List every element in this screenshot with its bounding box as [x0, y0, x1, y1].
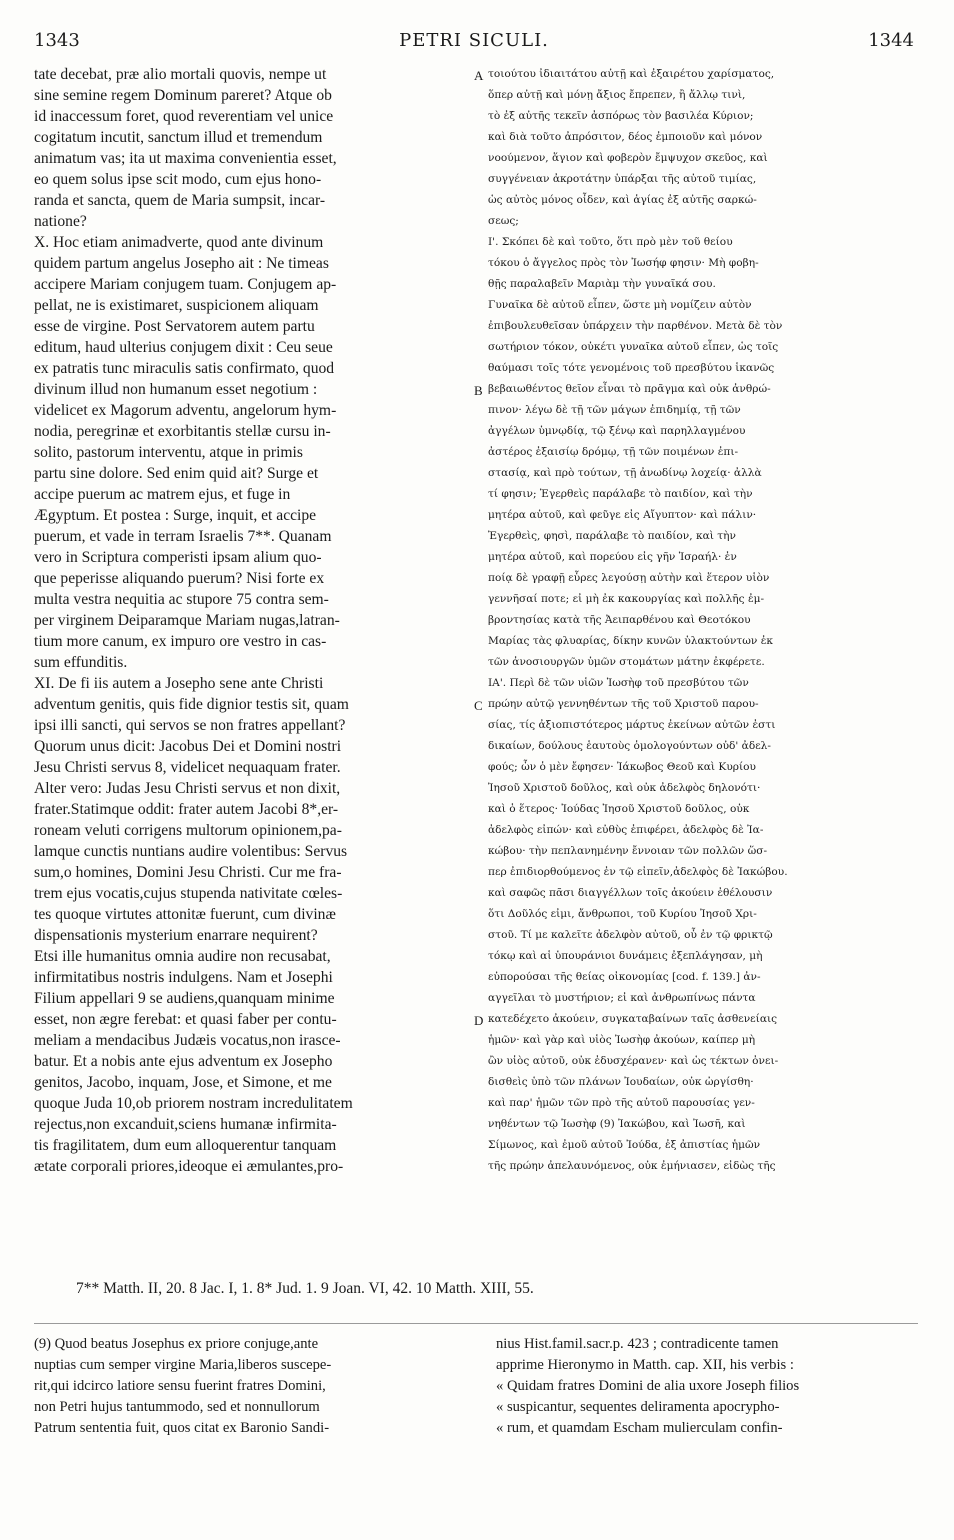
latin-text-line: tate decebat, præ alio mortali quovis, nempe ut — [34, 66, 327, 83]
latin-text-line: tis fragilitatem, dum eum alloquerentur tanquam — [34, 1137, 337, 1154]
footnote-right-column — [496, 1334, 918, 1439]
greek-text-line: ἀστέρος ἐξαισίῳ δρόμῳ, τῇ τῶν ποιμένων ἐπι- — [488, 446, 739, 458]
greek-text-line: καὶ ὁ ἕτερος· Ἰούδας Ἰησοῦ Χριστοῦ δοῦλος, οὐκ — [488, 803, 750, 815]
greek-text-line: ἐπιβουλευθεῖσαν ὑπάρχειν τὴν παρθένον. Μετὰ δὲ τὸν — [488, 320, 783, 332]
latin-text-line: genitos, Jacobo, inquam, Jose, et Simone, et me — [34, 1074, 332, 1091]
greek-text-line: σεως; — [488, 215, 519, 227]
latin-text-line: sum effunditis. — [34, 654, 128, 671]
greek-text-line: ὅπερ αὐτῇ καὶ μόνῃ ἄξιος ἔπρεπεν, ἢ ἄλλῳ τινὶ, — [488, 89, 746, 101]
greek-text-line: πινον· λέγω δὲ τῇ τῶν μάγων ἐπιδημίᾳ, τῇ τῶν — [488, 404, 741, 416]
latin-text-line: Jesu Christi servus 8, videlicet nequaquam frater. — [34, 759, 341, 776]
greek-text-line: καὶ διὰ τοῦτο ἀπρόσιτον, δέος ἐμποιοῦν καὶ μόνον — [488, 131, 763, 143]
latin-text-line: sum,o homines, Domini Jesu Christi. Cur me fra- — [34, 864, 342, 881]
footnote-left-column — [34, 1334, 466, 1439]
latin-text-line: natione? — [34, 213, 87, 230]
latin-text-line: accipere Mariam conjugem tuam. Conjugem ap- — [34, 276, 337, 293]
footnote-line: « rum, et quamdam Escham mulierculam confin- — [496, 1420, 783, 1436]
greek-text-line: τὸ ἐξ αὐτῆς τεκεῖν ἀσπόρως τὸν βασιλέα Κύριον; — [488, 110, 754, 122]
greek-text-line: τῆς πρώην ἀπελαυνόμενος, οὐκ ἐμήνιασεν, εἰδὼς τῆς — [488, 1160, 776, 1172]
greek-text-line: Ἰησοῦ Χριστοῦ δοῦλος, καὶ οὐκ ἀδελφὸς δηλονότι· — [488, 782, 761, 794]
footnote-line: apprime Hieronymo in Matth. cap. XII, his verbis : — [496, 1357, 794, 1373]
scripture-references: 7** Matth. II, 20. 8 Jac. I, 1. 8* Jud. 1. 9 Joan. VI, 42. 10 Matth. XIII, 55. — [76, 1280, 534, 1297]
greek-text-line: ἀδελφὸς εἰπών· καὶ εὐθὺς ἐπιφέρει, ἀδελφὸς δὲ Ἰα- — [488, 824, 764, 836]
latin-text-line: rejectus,non excanduit,sciens humanæ infirmita- — [34, 1116, 337, 1133]
latin-text-line: quoque Juda 10,ob priorem nostram incredulitatem — [34, 1095, 353, 1112]
latin-text-line: per virginem Deiparamque Mariam nugas,latran- — [34, 612, 340, 629]
latin-text-line: quidem partum angelus Josepho ait : Ne timeas — [34, 255, 329, 272]
latin-text-line: nodia, peregrinæ et exorbitantis stellæ cursu in- — [34, 423, 331, 440]
greek-text-line: ποίᾳ δὲ γραφῇ εὗρες λεγούσῃ αὐτὴν καὶ ἕτερον υἱὸν — [488, 572, 770, 584]
footnote-line: Patrum sententia fuit, quos citat ex Baronio Sandi- — [34, 1420, 330, 1436]
greek-text-line: πρώην αὐτῷ γεννηθέντων τῆς τοῦ Χριστοῦ παρου- — [488, 698, 759, 710]
latin-text-line: Quorum unus dicit: Jacobus Dei et Domini nostri — [34, 738, 342, 755]
latin-text-line: divinum illud non humanum esset negotium : — [34, 381, 318, 398]
greek-text-line: Ι'. Σκόπει δὲ καὶ τοῦτο, ὅτι πρὸ μὲν τοῦ θείου — [488, 236, 733, 248]
latin-column — [34, 64, 472, 1177]
latin-text-line: editum, haud ulterius conjugem dixit : Ceu seue — [34, 339, 333, 356]
greek-text-line: δικαίων, δούλους ἑαυτοὺς ὁμολογούντων οὐδ' ἀδελ- — [488, 740, 771, 752]
right-page-number: 1344 — [868, 30, 914, 51]
footnote-line: nius Hist.famil.sacr.p. 423 ; contradicente tamen — [496, 1336, 779, 1352]
latin-text-line: Ægyptum. Et postea : Surge, inquit, et accipe — [34, 507, 317, 524]
latin-text-line: lamque cunctis nuntians audire volentibus: Servus — [34, 843, 348, 860]
latin-text-line: adventum genitis, quis fide dignior testis sit, quam — [34, 696, 349, 713]
greek-text-line: κατεδέχετο ἀκούειν, συγκαταβαίνων ταῖς ἀσθενείαις — [488, 1013, 778, 1025]
greek-text-line: ἀγγέλων ὑμνῳδίᾳ, τῷ ξένῳ καὶ παρηλλαγμένου — [488, 425, 746, 437]
greek-text-line: σωτήριον τόκον, οὐκέτι γυναῖκα αὐτοῦ εἶπεν, ὡς τοῖς — [488, 341, 779, 353]
latin-text-line: videlicet ex Magorum adventu, angelorum hym- — [34, 402, 337, 419]
latin-text-line: ex patratis tunc miraculis satis confirmato, quod — [34, 360, 335, 377]
greek-text-line: ὢν υἱὸς αὐτοῦ, οὐκ ἐδυσχέρανεν· καὶ ὡς τέκτων ὀνει- — [488, 1055, 779, 1067]
greek-text-line: τί φησιν; Ἐγερθεὶς παράλαβε τὸ παιδίον, καὶ τὴν — [488, 488, 753, 500]
greek-text-line: ΙΑ'. Περὶ δὲ τῶν υἱῶν Ἰωσὴφ τοῦ πρεσβύτου τῶν — [488, 677, 749, 689]
latin-text-line: eo quem solus ipse scit modo, cum ejus hono- — [34, 171, 322, 188]
greek-text-line: αγγεῖλαι τὸ μυστήριον; εἰ καὶ ἀνθρωπίνως πάντα — [488, 992, 756, 1004]
latin-text-line: id inaccessum foret, quod reverentiam vel unice — [34, 108, 334, 125]
latin-text-line: roneam veluti corrigens multorum opinionem,pa- — [34, 822, 342, 839]
latin-text-line: tes quoque virtutes attonitæ fuerunt, cum divinæ — [34, 906, 336, 923]
greek-text-line: νοούμενον, ἅγιον καὶ φοβερὸν ἔμψυχον σκεῦος, καὶ — [488, 152, 768, 164]
latin-text-line: Etsi ille humanitus omnia audire non recusabat, — [34, 948, 331, 965]
margin-letter-a: A — [474, 68, 484, 83]
margin-letter-d: D — [474, 1013, 484, 1028]
latin-text-line: dispensationis mysterium enarrare nequirent? — [34, 927, 318, 944]
latin-text-line: esse de virgine. Post Servatorem autem partu — [34, 318, 315, 335]
greek-text-line: τῶν ἀνοσιουργῶν ὑμῶν στομάτων μάτην ἐκφέρετε. — [488, 656, 765, 668]
latin-text-line: ætate corporali priores,ideoque ei æmulantes,pro- — [34, 1158, 344, 1175]
greek-text-line: γεννῆσαί ποτε; εἰ μὴ ἐκ κακουργίας καὶ πολλῆς ἐμ- — [488, 593, 765, 605]
latin-text-line: animatum vas; ita ut maxima convenientia esset, — [34, 150, 337, 167]
latin-text-line: meliam a mendacibus Judæis vocatus,non irasce- — [34, 1032, 341, 1049]
footnote-line: « suspicantur, sequentes deliramenta apocrypho- — [496, 1399, 780, 1415]
footnote-divider — [34, 1323, 918, 1324]
greek-text-line: βεβαιωθέντος θεῖον εἶναι τὸ πρᾶγμα καὶ οὐκ ἀνθρώ- — [488, 383, 771, 395]
greek-text-line: στοῦ. Τί με καλεῖτε ἀδελφὸν αὐτοῦ, οὗ ἐν τῷ φρικτῷ — [488, 929, 773, 941]
footnote-line: rit,qui idcirco latiore sensu fuerint fratres Domini, — [34, 1378, 326, 1394]
greek-text-line: θῇς παραλαβεῖν Μαριὰμ τὴν γυναῖκά σου. — [488, 278, 716, 290]
greek-text-line: ὡς αὐτὸς μόνος οἶδεν, καὶ ἁγίας ἐξ αὐτῆς σαρκώ- — [488, 194, 757, 206]
latin-text-line: trem ejus vocatis,cujus stupenda nativitate cœles- — [34, 885, 343, 902]
greek-text-line: περ ἐπιδιορθούμενος ἐν τῷ εἰπεῖν,ἀδελφὸς δὲ Ἰακώβου. — [488, 866, 788, 878]
greek-text-line: μητέρα αὐτοῦ, καὶ πορεύου εἰς γῆν Ἰσραήλ· ἐν — [488, 551, 737, 563]
latin-text-line: vero in Scriptura comperisti ipsam alium quo- — [34, 549, 322, 566]
greek-text-line: τοιούτου ἰδιαιτάτου αὐτῇ καὶ ἐξαιρέτου χαρίσματος, — [488, 68, 775, 80]
latin-text-line: accipe puerum ac matrem ejus, et fuge in — [34, 486, 291, 503]
running-title: PETRI SICULI. — [399, 30, 549, 51]
latin-text-line: tium more canum, ex impuro ore vestro in cas- — [34, 633, 327, 650]
latin-text-line: multa vestra nequitia ac stupore 75 contra sem- — [34, 591, 329, 608]
latin-text-line: sine semine regem Dominum pareret? Atque ob — [34, 87, 332, 104]
greek-text-line: ἡμῶν· καὶ γὰρ καὶ υἱὸς Ἰωσὴφ ἀκούων, καίπερ μὴ — [488, 1034, 756, 1046]
running-header — [34, 30, 914, 56]
greek-text-line: Ἐγερθεὶς, φησὶ, παράλαβε τὸ παιδίον, καὶ τὴν — [488, 530, 736, 542]
latin-text-line: batur. Et a nobis ante ejus adventum ex Josepho — [34, 1053, 333, 1070]
latin-text-line: infirmitatibus nostris indulgens. Nam et Josephi — [34, 969, 333, 986]
latin-text-line: Alter vero: Judas Jesu Christi servus et non dixit, — [34, 780, 341, 797]
latin-text-line: puerum, et vade in terram Israelis 7**. Quanam — [34, 528, 332, 545]
latin-text-line: partu sine dolore. Sed enim quid ait? Surge et — [34, 465, 319, 482]
greek-text-line: τόκου ὁ ἄγγελος πρὸς τὸν Ἰωσήφ φησιν· Μὴ φοβη- — [488, 257, 759, 269]
greek-text-line: κώβου· τὴν πεπλανημένην ἔννοιαν τῶν πολλῶν ὥσ- — [488, 845, 768, 857]
latin-text-line: XI. De fi iis autem a Josepho sene ante Christi — [34, 675, 324, 692]
latin-text-line: randa et sancta, quem de Maria sumpsit, incar- — [34, 192, 326, 209]
greek-text-line: Σίμωνος, καὶ ἐμοῦ αὐτοῦ Ἰούδα, ἐξ ἀπιστίας ἡμῶν — [488, 1139, 761, 1151]
latin-text-line: Filium appellari 9 se audiens,quanquam minime — [34, 990, 335, 1007]
footnote-line: nuptias cum semper virgine Maria,liberos suscepe- — [34, 1357, 332, 1373]
greek-text-line: καὶ παρ' ἡμῶν τῶν πρὸ τῆς αὐτοῦ παρουσίας γεν- — [488, 1097, 755, 1109]
greek-text-line: θαύμασι τοῖς τότε γενομένοις τοῦ πρεσβύτου ἱκανῶς — [488, 362, 775, 374]
latin-text-line: solito, pastorum interventu, atque in primis — [34, 444, 303, 461]
footnote-line: « Quidam fratres Domini de alia uxore Joseph filios — [496, 1378, 800, 1394]
greek-text-line: στασίᾳ, καὶ πρὸ τούτων, τῇ ἀνωδίνῳ λοχείᾳ· ἀλλὰ — [488, 467, 762, 479]
greek-column — [488, 64, 918, 1177]
latin-text-line: frater.Statimque oddit: frater autem Jacobi 8*,er- — [34, 801, 339, 818]
greek-text-line: νηθέντων τῷ Ἰωσὴφ (9) Ἰακώβου, καὶ Ἰωσῆ, καὶ — [488, 1118, 746, 1130]
greek-text-line: Μαρίας τὰς φλυαρίας, δίκην κυνῶν ὑλακτούντων ἐκ — [488, 635, 773, 647]
greek-text-line: σίας, τίς ἀξιοπιστότερος μάρτυς ἐκείνων αὐτῶν ἐστι — [488, 719, 776, 731]
greek-text-line: τόκῳ καὶ αἱ ὑπουράνιοι δυνάμεις ἐξεπλάγησαν, μὴ — [488, 950, 763, 962]
footnote-line: (9) Quod beatus Josephus ex priore conjuge,ante — [34, 1336, 319, 1352]
greek-text-line: εὐπορούσαι τῆς θείας οἰκονομίας [cod. f. 139.] ἀν- — [488, 971, 761, 983]
left-page-number: 1343 — [34, 30, 80, 51]
margin-letter-c: C — [474, 698, 483, 713]
footnote-line: non Petri hujus tantummodo, sed et nonnullorum — [34, 1399, 320, 1415]
greek-text-line: ὅτι Δοῦλός εἰμι, ἄνθρωποι, τοῦ Κυρίου Ἰησοῦ Χρι- — [488, 908, 757, 920]
margin-letter-b: B — [474, 383, 483, 398]
greek-text-line: φούς; ὧν ὁ μὲν ἔφησεν· Ἰάκωβος Θεοῦ καὶ Κυρίου — [488, 761, 756, 773]
greek-text-line: βροντησίας κατὰ τῆς Ἀειπαρθένου καὶ Θεοτόκου — [488, 614, 751, 626]
latin-text-line: que peperisse aliquando puerum? Nisi forte ex — [34, 570, 325, 587]
latin-text-line: esset, non ægre ferebat: et quasi faber per contu- — [34, 1011, 337, 1028]
greek-text-line: συγγένειαν ἀκροτάτην ὑπάρξαι τῆς αὐτοῦ τιμίας, — [488, 173, 757, 185]
greek-text-line: δισθεὶς ὑπὸ τῶν πλάνων Ἰουδαίων, οὐκ ὠργίσθη· — [488, 1076, 754, 1088]
latin-text-line: pellat, ne is existimaret, suspicionem aliquam — [34, 297, 319, 314]
greek-text-line: μητέρα αὐτοῦ, καὶ φεῦγε εἰς Αἴγυπτον· καὶ πάλιν· — [488, 509, 757, 521]
greek-text-line: καὶ σαφῶς πᾶσι διαγγέλλων τοῖς ἀκούειν ἐθέλουσιν — [488, 887, 773, 899]
greek-text-line: Γυναῖκα δὲ αὐτοῦ εἶπεν, ὥστε μὴ νομίζειν αὐτὸν — [488, 299, 752, 311]
latin-text-line: ipsi illi sancti, qui servos se non fratres appellant? — [34, 717, 346, 734]
latin-text-line: cogitatum incutit, sanctum illud et tremendum — [34, 129, 323, 146]
latin-text-line: X. Hoc etiam animadverte, quod ante divinum — [34, 234, 324, 251]
